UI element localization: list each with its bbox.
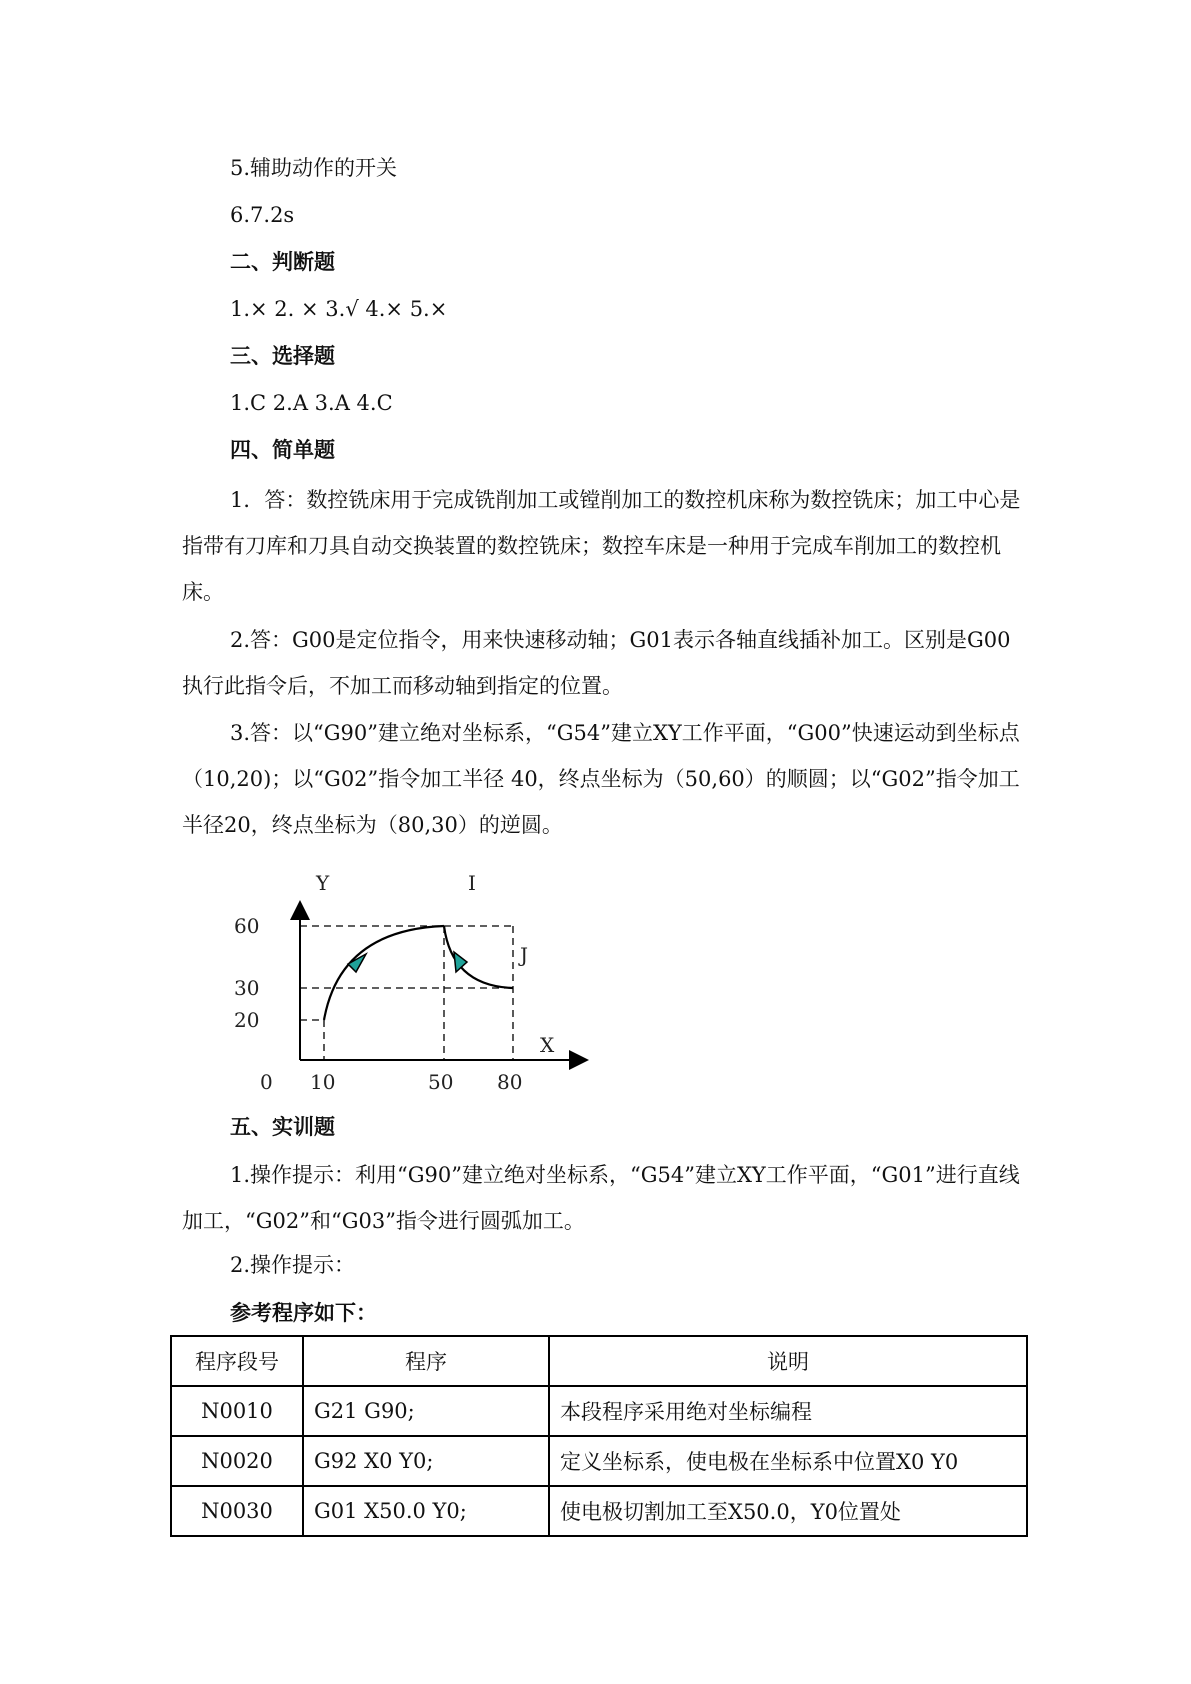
clockwise-arc <box>324 926 444 1020</box>
y-tick-20: 20 <box>234 1008 260 1032</box>
i-label: I <box>468 871 476 895</box>
block-no: N0030 <box>171 1486 303 1536</box>
program-code: G01 X50.0 Y0; <box>303 1486 549 1536</box>
short-answer-3: 3.答：以“G90”建立绝对坐标系，“G54”建立XY工作平面，“G00”快速运动到坐标点（10,20)；以“G02”指令加工半径 40，终点坐标为（50,60）的顺圆；以“G02”指令加工半径20，终点坐标为（80,30）的逆圆。 <box>182 721 1020 837</box>
block-no: N0020 <box>171 1436 303 1486</box>
section-heading-judgement: 二、判断题 <box>230 250 335 274</box>
x-tick-10: 10 <box>310 1070 336 1094</box>
arc2-direction-arrow-icon <box>454 952 467 972</box>
practice-tip-1: 1.操作提示：利用“G90”建立绝对坐标系，“G54”建立XY工作平面，“G01”进行直线加工，“G02”和“G03”指令进行圆弧加工。 <box>182 1163 1020 1233</box>
block-no: N0010 <box>171 1386 303 1436</box>
table-row <box>171 1436 1027 1486</box>
x-tick-50: 50 <box>428 1070 454 1094</box>
y-tick-60: 60 <box>234 914 260 938</box>
answer-line-6: 6.7.2s <box>230 203 295 227</box>
arc-path-figure <box>220 858 600 1098</box>
y-tick-30: 30 <box>234 976 260 1000</box>
j-label: J <box>520 943 529 967</box>
x-tick-80: 80 <box>497 1070 523 1094</box>
short-answer-1: 1．答：数控铣床用于完成铣削加工或镗削加工的数控机床称为数控铣床；加工中心是指带有刀库和刀具自动交换装置的数控铣床；数控车床是一种用于完成车削加工的数控机床。 <box>182 488 1021 604</box>
x-axis-label: X <box>540 1033 555 1057</box>
judgement-answers: 1.× 2. × 3.√ 4.× 5.× <box>230 297 448 321</box>
program-table <box>170 1335 1028 1537</box>
choice-answers: 1.C 2.A 3.A 4.C <box>230 391 393 415</box>
description: 定义坐标系，使电极在坐标系中位置X0 Y0 <box>549 1436 1027 1486</box>
short-answer-2: 2.答：G00是定位指令，用来快速移动轴；G01表示各轴直线插补加工。区别是G00执行此指令后，不加工而移动轴到指定的位置。 <box>182 628 1011 698</box>
header-program: 程序 <box>303 1336 549 1386</box>
answer-line-5: 5.辅助动作的开关 <box>230 156 398 180</box>
program-code: G92 X0 Y0; <box>303 1436 549 1486</box>
section-heading-choice: 三、选择题 <box>230 344 335 368</box>
header-block-no: 程序段号 <box>171 1336 303 1386</box>
header-description: 说明 <box>549 1336 1027 1386</box>
table-row <box>171 1486 1027 1536</box>
section-heading-practice: 五、实训题 <box>230 1115 335 1139</box>
y-axis-label: Y <box>316 871 330 895</box>
table-header-row <box>171 1336 1027 1386</box>
practice-tip-2: 2.操作提示： <box>230 1253 356 1277</box>
table-row <box>171 1386 1027 1436</box>
description: 使电极切割加工至X50.0，Y0位置处 <box>549 1486 1027 1536</box>
program-code: G21 G90; <box>303 1386 549 1436</box>
x-tick-0: 0 <box>260 1070 273 1094</box>
reference-program-label: 参考程序如下： <box>230 1301 377 1325</box>
description: 本段程序采用绝对坐标编程 <box>549 1386 1027 1436</box>
section-heading-short-answer: 四、简单题 <box>230 438 335 462</box>
